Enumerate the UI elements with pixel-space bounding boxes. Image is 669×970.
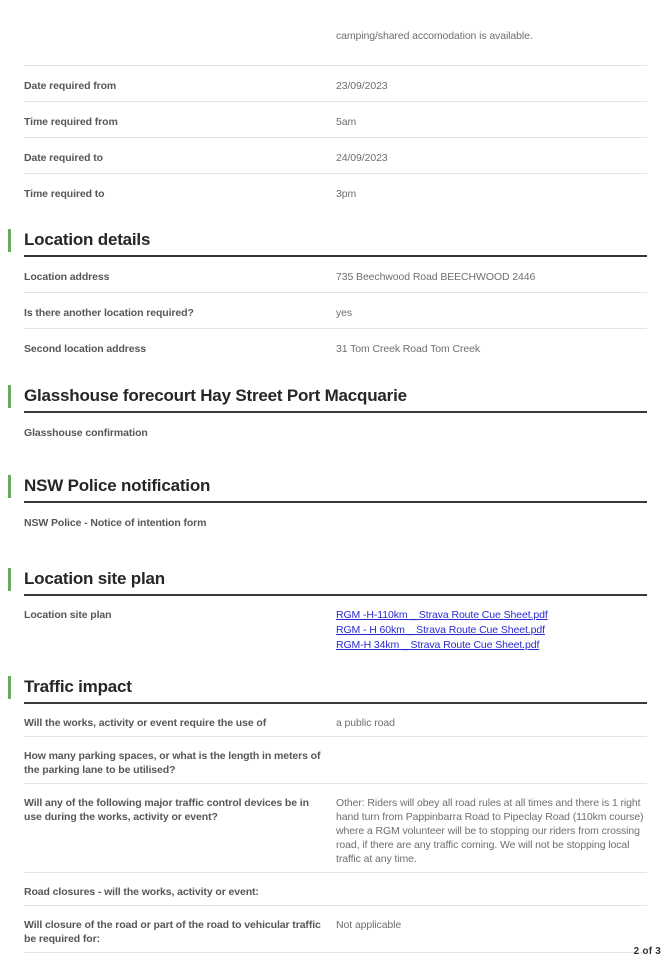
field-row-date-required-to [24, 137, 647, 173]
attachment-link-60km-pdf[interactable]: RGM - H 60km _ Strava Route Cue Sheet.pdf [336, 624, 545, 636]
section-accent-bar [8, 385, 11, 408]
field-label: Time required to [24, 188, 105, 200]
field-label: Road closures - will the works, activity or event: [24, 886, 259, 898]
field-row-public-road-use [24, 704, 647, 737]
section-heading [24, 474, 647, 503]
date-time-field-group [24, 65, 647, 209]
section-heading [24, 228, 647, 257]
section-heading [24, 567, 647, 596]
section-accent-bar [8, 229, 11, 252]
section-title: Location site plan [24, 569, 165, 588]
section-accent-bar [8, 676, 11, 699]
field-label: How many parking spaces, or what is the length in meters of the parking lane to be utilised? [24, 750, 321, 776]
field-row-police-notice-of-intention [24, 503, 647, 538]
attachment-link-110km-pdf[interactable]: RGM -H-110km _ Strava Route Cue Sheet.pdf [336, 609, 548, 621]
attachment-link-list [336, 608, 647, 653]
field-row-traffic-control-devices [24, 784, 647, 873]
field-row-parking-spaces [24, 737, 647, 784]
section-title: Location details [24, 230, 151, 249]
field-row-time-required-to [24, 173, 647, 209]
field-row-location-address [24, 257, 647, 293]
page-indicator: 2 of 3 [633, 946, 661, 957]
field-row-another-location-required [24, 293, 647, 329]
field-value: yes [336, 307, 353, 319]
field-row-time-required-from [24, 101, 647, 137]
section-title: NSW Police notification [24, 476, 211, 495]
field-value: 24/09/2023 [336, 152, 388, 164]
field-row-second-location-address [24, 329, 647, 364]
field-label: Is there another location required? [24, 307, 194, 319]
field-value: 5am [336, 116, 357, 128]
section-title: Traffic impact [24, 677, 132, 696]
field-value: 735 Beechwood Road BEECHWOOD 2446 [336, 271, 536, 283]
section-accent-bar [8, 475, 11, 498]
field-row-road-closures [24, 873, 647, 906]
field-value: a public road [336, 717, 395, 729]
field-row-glasshouse-confirmation [24, 413, 647, 448]
continuation-row [24, 0, 647, 65]
field-value: Not applicable [336, 919, 402, 931]
field-label: Time required from [24, 116, 118, 128]
section-accent-bar [8, 568, 11, 591]
field-value: 31 Tom Creek Road Tom Creek [336, 343, 480, 355]
section-location-details [24, 228, 647, 364]
field-label: Date required to [24, 152, 103, 164]
field-label: Will closure of the road or part of the road to vehicular traffic be required for: [24, 919, 321, 945]
field-label: NSW Police - Notice of intention form [24, 517, 207, 529]
field-label: Date required from [24, 80, 117, 92]
field-value: 3pm [336, 188, 357, 200]
field-label: Will the works, activity or event require the use of [24, 717, 267, 729]
field-value: Other: Riders will obey all road rules at all times and there is 1 right hand turn from Pappinbarra Road to Pipeclay Road (110km course) where a RGM volunteer will be to stopping our riders from crossing road, if there are any traffic coming. We will not be stopping local traffic at any time. [336, 797, 644, 865]
field-row-date-required-from [24, 65, 647, 101]
field-label: Location site plan [24, 609, 112, 621]
section-glasshouse [24, 384, 647, 448]
field-value: 23/09/2023 [336, 80, 388, 92]
section-heading [24, 675, 647, 704]
field-row-location-site-plan [24, 596, 647, 659]
field-label: Location address [24, 271, 110, 283]
attachment-link-34km-pdf[interactable]: RGM-H 34km _ Strava Route Cue Sheet.pdf [336, 639, 540, 651]
field-label: Second location address [24, 343, 146, 355]
field-label: Glasshouse confirmation [24, 427, 148, 439]
section-nsw-police [24, 474, 647, 538]
section-traffic-impact [24, 675, 647, 953]
field-label: Will any of the following major traffic control devices be in use during the works, activity or event? [24, 797, 309, 823]
section-location-site-plan [24, 567, 647, 659]
field-row-road-closure-required-for [24, 906, 647, 953]
continuation-text: camping/shared accomodation is available. [336, 30, 533, 42]
section-title: Glasshouse forecourt Hay Street Port Macquarie [24, 386, 407, 405]
section-heading [24, 384, 647, 413]
